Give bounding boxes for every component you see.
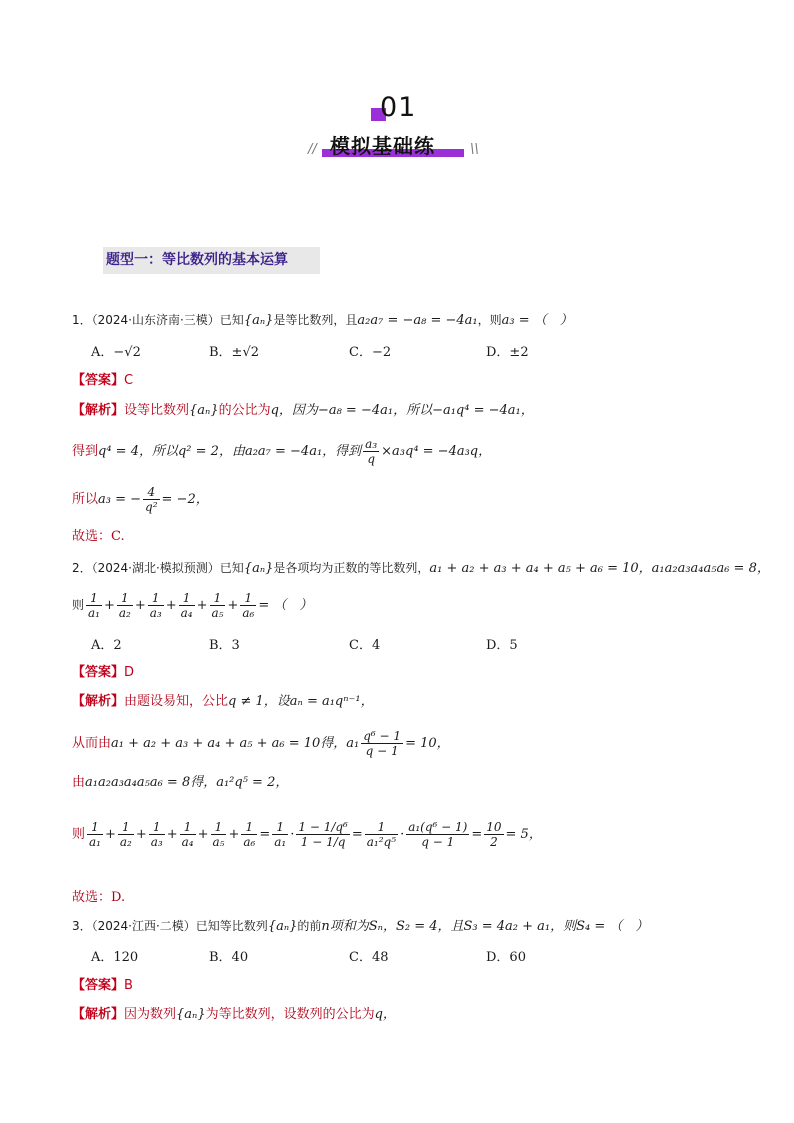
answer-tag: 【答案】 (72, 978, 125, 993)
math: S₃ = 4a₂ + a₁，则 (463, 919, 577, 934)
q1-option-b: B．±√2 (209, 345, 260, 360)
q1-option-d: D．±2 (486, 345, 529, 360)
q1-analysis-line2 (72, 437, 491, 466)
fraction: $\frac{1}{\text{a₆}}$ (242, 591, 255, 620)
q1-stem (72, 309, 573, 328)
left-deco-slash: // (308, 142, 317, 157)
chapter-title: 模拟基础练 (330, 134, 435, 158)
math: S₂ = 4，且 (395, 919, 464, 934)
q1-condition: a₂a₇ = −a₈ = −4a₁ (357, 313, 478, 328)
math: a₁ + a₂ + a₃ + a₄ + a₅ + a₆ = 10得， (111, 736, 347, 751)
math: S₄ = （ ） (576, 919, 649, 934)
q1-source: 1．（2024·山东济南·三模）已知 (72, 313, 244, 327)
fraction: $\frac{\text{1 − 1/q⁶}}{1 - 1/q}$ (298, 820, 348, 849)
analysis-tag: 【解析】 (72, 1007, 125, 1022)
q1-answer (72, 369, 133, 388)
math: q⁴ = 4，所以 (98, 444, 178, 459)
analysis-tag: 【解析】 (72, 403, 125, 418)
seq-symbol: {aₙ} (267, 919, 298, 934)
fraction: $\frac{\text{q⁶ − 1}}{q - 1}$ (363, 729, 402, 758)
fraction: $\frac{1}{\text{a₂}}$ (118, 591, 131, 620)
q2-stem-line2: 则 $\frac{1}{\text{a₁}}$ + $\frac{1}{\text{a₂}}$ + $\frac{1}{\text{a₃}}$ + $\frac{1}{\text{a₄}}$ + $\frac{1}{\text{a₅}}$ + $\frac{1}{\text{a₆}}$ = （ ） (72, 591, 313, 620)
text: 所以 (72, 492, 99, 507)
q1-option-a: A．−√2 (91, 345, 141, 360)
math: a₁a₂a₃a₄a₅a₆ = 8， (651, 561, 770, 576)
math: Sₙ， (368, 919, 396, 934)
text: 因为数列 (124, 1007, 177, 1022)
math: −a₈ = −4a₁，所以 (317, 403, 433, 418)
q1-conclusion: 故选：C. (72, 529, 125, 544)
q2-answer (72, 661, 134, 680)
answer-tag: 【答案】 (72, 665, 125, 680)
text: 为等比数列，设数列的公比为 (205, 1007, 375, 1022)
math: −a₁q⁴ = −4a₁， (432, 403, 534, 418)
answer-tag: 【答案】 (72, 373, 125, 388)
text: 从而由 (72, 736, 112, 751)
q2-analysis-line1 (72, 690, 374, 709)
text: 得到 (72, 444, 99, 459)
q1-stem-suffix: ，则 (477, 313, 502, 327)
math: a₃ = − (98, 492, 142, 507)
fraction: $\frac{1}{\text{a₆}}$ (243, 820, 256, 849)
seq-symbol: {aₙ} (243, 561, 274, 576)
q2-analysis-line3 (72, 771, 288, 790)
math: q， (374, 1007, 396, 1022)
fraction: $\frac{1}{\text{a₁}}$ (274, 820, 287, 849)
answer-value: D (124, 665, 135, 680)
q2-option-a: A．2 (91, 638, 122, 653)
fraction: $\frac{\text{a₃}}{q}$ (365, 437, 378, 466)
math: q，因为 (270, 403, 318, 418)
q2-analysis-line4: 则 $\frac{1}{\text{a₁}}$ + $\frac{1}{\text{a₂}}$ + $\frac{1}{\text{a₃}}$ + $\frac{1}{\text{a₄}}$ + $\frac{1}{\text{a₅}}$ + $\frac{1}{\text{a₆}}$ = $\frac{1}{\text{a₁}}$ · $\frac{\text{1 − 1/q⁶}}{1 - 1/q}$ = $\frac{1}{\text{a₁²q⁵}}$ · $\frac{\text{a₁(q⁶ − 1)}}{q - 1}$ = $\frac{10}{2}$ = 5， (72, 820, 542, 849)
math: aₙ = a₁qⁿ⁻¹， (289, 694, 374, 709)
q2-option-c: C．4 (349, 638, 381, 653)
fraction: $\frac{10}{2}$ (486, 820, 502, 849)
text: 的前 (297, 919, 322, 933)
answer-value: B (124, 978, 133, 993)
analysis-tag: 【解析】 (72, 694, 125, 709)
fraction: $\frac{1}{\text{a₄}}$ (181, 820, 194, 849)
text: 则 (72, 827, 86, 842)
fraction: $\frac{1}{\text{a₁²q⁵}}$ (366, 820, 397, 849)
q1-stem-mid: 是等比数列，且 (273, 313, 358, 327)
text: 的公比为 (218, 403, 271, 418)
q2-option-b: B．3 (209, 638, 240, 653)
fraction: $\frac{4}{\text{q²}}$ (145, 485, 158, 514)
math: a₁²q⁵ = 2， (216, 775, 289, 790)
q3-stem (72, 915, 648, 934)
q3-option-a: A．120 (91, 950, 139, 965)
math: = （ ） (258, 598, 313, 613)
q2-analysis-line2: 从而由a₁ + a₂ + a₃ + a₄ + a₅ + a₆ = 10得，a₁ $\frac{\text{q⁶ − 1}}{q - 1}$ = 10， (72, 729, 450, 758)
q1-analysis-line3 (72, 485, 209, 514)
math: ×a₃q⁴ = −4a₃q， (381, 444, 492, 459)
fraction: $\frac{1}{\text{a₅}}$ (211, 591, 224, 620)
text: 由题设易知，公比 (124, 694, 229, 709)
text: 则 (72, 598, 85, 612)
text: 是各项均为正数的等比数列， (273, 561, 430, 575)
text: 设等比数列 (124, 403, 190, 418)
fraction: $\frac{1}{\text{a₂}}$ (119, 820, 132, 849)
math: = 5， (505, 827, 542, 842)
q3-answer (72, 974, 133, 993)
fraction: $\frac{1}{\text{a₁}}$ (88, 591, 100, 620)
fraction: $\frac{1}{\text{a₅}}$ (212, 820, 225, 849)
math: = −2， (161, 492, 209, 507)
math: a₁ + a₂ + a₃ + a₄ + a₅ + a₆ = 10， (429, 561, 652, 576)
math: a₁a₂a₃a₄a₅a₆ = 8得， (85, 775, 217, 790)
fraction: $\frac{1}{\text{a₃}}$ (150, 820, 163, 849)
q2-source: 2．（2024·湖北·模拟预测）已知 (72, 561, 244, 575)
q3-source: 3．（2024·江西·二模）已知等比数列 (72, 919, 268, 933)
chapter-number: 01 (380, 92, 417, 123)
fraction: $\frac{1}{\text{a₃}}$ (149, 591, 162, 620)
q2-stem-line1 (72, 557, 770, 576)
seq-symbol: {aₙ} (176, 1007, 206, 1022)
q3-option-d: D．60 (486, 950, 526, 965)
fraction: $\frac{1}{\text{a₁}}$ (89, 820, 101, 849)
math: = 10， (405, 736, 450, 751)
answer-value: C (124, 373, 134, 388)
fraction: $\frac{\text{a₁(q⁶ − 1)}}{q - 1}$ (408, 820, 468, 849)
q2-option-d: D．5 (486, 638, 518, 653)
q3-option-b: B．40 (209, 950, 249, 965)
text: 由 (72, 775, 86, 790)
section-title: 题型一：等比数列的基本运算 (103, 247, 320, 274)
math: q² = 2，由 (177, 444, 245, 459)
math: a₂a₇ = −4a₁，得到 (244, 444, 362, 459)
math: q ≠ 1，设 (228, 694, 290, 709)
chapter-header (0, 92, 794, 162)
q1-ask: a₃ = （ ） (501, 313, 573, 328)
right-deco-slash: \\ (470, 142, 479, 157)
q1-analysis-line1 (72, 399, 534, 418)
q1-option-c: C．−2 (349, 345, 392, 360)
fraction: $\frac{1}{\text{a₄}}$ (180, 591, 193, 620)
q3-option-c: C．48 (349, 950, 389, 965)
q3-analysis-line1 (72, 1003, 396, 1022)
math: n项和为 (321, 919, 369, 934)
q2-conclusion: 故选：D. (72, 890, 126, 905)
seq-symbol: {aₙ} (243, 313, 274, 328)
seq-symbol: {aₙ} (189, 403, 219, 418)
